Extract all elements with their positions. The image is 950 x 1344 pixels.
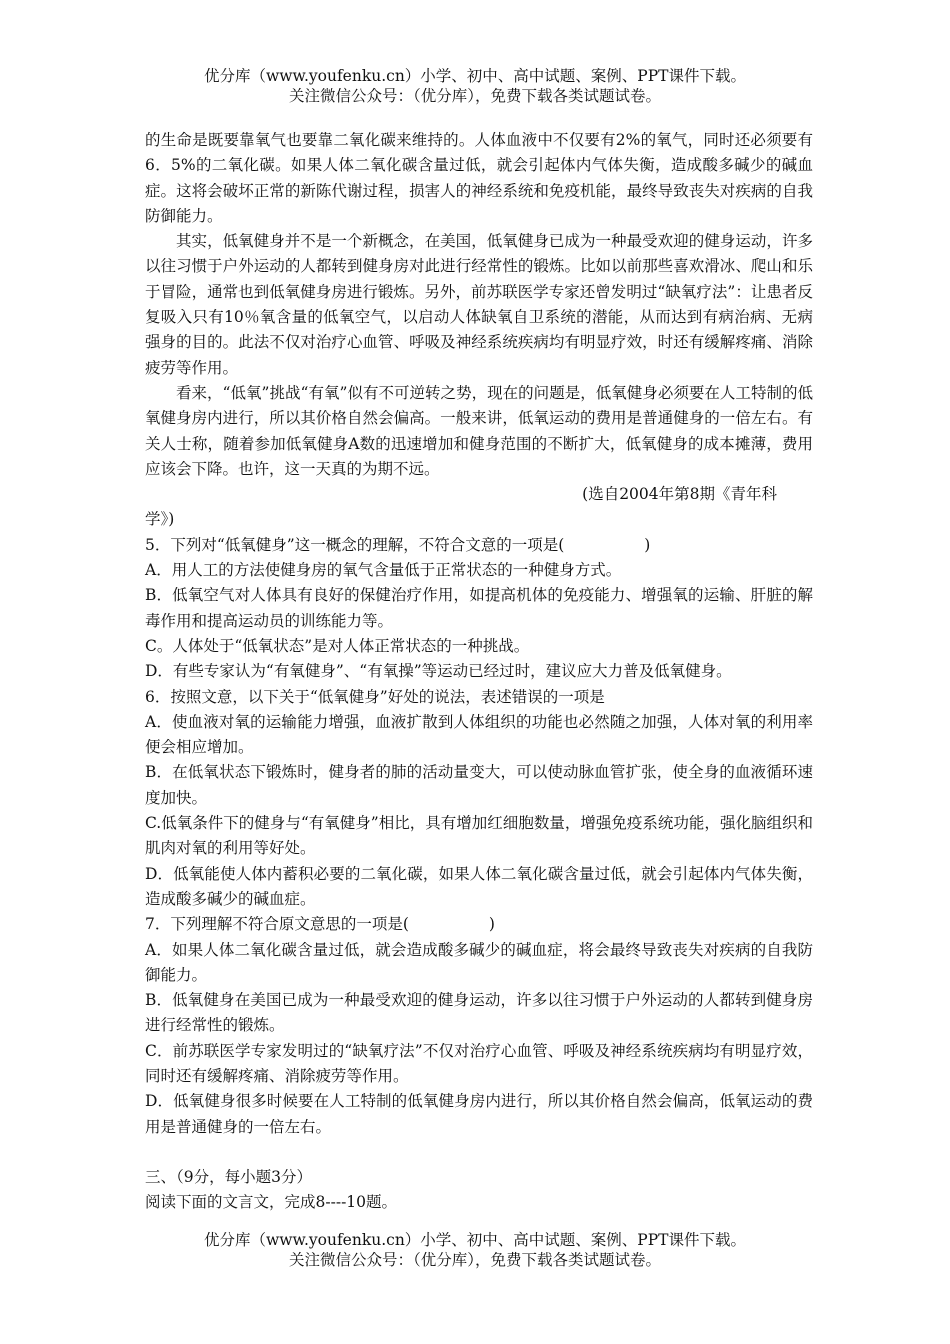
source-citation: (选自2004年第8期《青年科 [582,485,777,504]
question-5-option-b: B．低氧空气对人体具有良好的保健治疗作用，如提高机体的免疫能力、增强氧的运输、肝脏的解毒作用和提高运动员的训练能力等。 [145,586,813,630]
section-spacer [145,1140,813,1165]
section-3-title: 三、（9分，每小题3分） [145,1167,312,1186]
question-5-stem [145,533,813,558]
header-line-1: 优分库（www.youfenku.cn）小学、初中、高中试题、案例、PPT课件下载。 [203,67,747,85]
question-7-stem [145,912,813,937]
page-footer [0,1230,950,1270]
header-line-2: 关注微信公众号：（优分库），免费下载各类试题试卷。 [288,87,661,105]
question-7-option-a: A．如果人体二氧化碳含量过低，就会造成酸多碱少的碱血症，将会最终导致丧失对疾病的自我防御能力。 [145,940,813,984]
question-7-option-b: B．低氧健身在美国已成为一种最受欢迎的健身运动，许多以往习惯于户外运动的人都转到健身房进行经常性的锻炼。 [145,991,813,1035]
question-6-option-c: C.低氧条件下的健身与“有氧健身”相比，具有增加红细胞数量，增强免疫系统功能，强化脑组织和肌肉对氧的利用等好处。 [145,814,813,858]
question-5-stem-text: 5．下列对“低氧健身”这一概念的理解，不符合文意的一项是( [145,535,565,554]
passage-paragraph-2: 其实，低氧健身并不是一个新概念，在美国，低氧健身已成为一种最受欢迎的健身运动，许多以往习惯于户外运动的人都转到健身房对此进行经常性的锻炼。比如以前那些喜欢滑冰、爬山和乐于冒险，通常也到低氧健身房进行锻炼。另外，前苏联医学专家还曾发明过“缺氧疗法”：让患者反复吸入只有10％氧含量的低氧空气，以启动人体缺氧自卫系统的潜能，从而达到有病治病、无病强身的目的。此法不仅对治疗心血管、呼吸及神经系统疾病均有明显疗效，时还有缓解疼痛、消除疲劳等作用。 [145,232,813,377]
question-6-option-b: B．在低氧状态下锻炼时，健身者的肺的活动量变大，可以使动脉血管扩张，使全身的血液循环速度加快。 [145,763,813,807]
question-7-stem-end: ) [488,915,495,934]
passage-paragraph-3: 看来，“低氧”挑战“有氧”似有不可逆转之势，现在的问题是，低氧健身必须要在人工特制的低氧健身房内进行，所以其价格自然会偏高。一般来讲，低氧运动的费用是普通健身的一倍左右。有关人士称，随着参加低氧健身A数的迅速增加和健身范围的不断扩大，低氧健身的成本摊薄，费用应该会下降。也许，这一天真的为期不远。 [145,383,813,478]
question-6-stem: 6．按照文意，以下关于“低氧健身”好处的说法，表述错误的一项是 [145,687,605,706]
question-7-stem-text: 7．下列理解不符合原文意思的一项是( [145,915,409,934]
question-6-option-d: D．低氧能使人体内蓄积必要的二氧化碳，如果人体二氧化碳含量过低，就会引起体内气体失衡，造成酸多碱少的碱血症。 [145,864,813,908]
question-5-option-c: C。人体处于“低氧状态”是对人体正常状态的一种挑战。 [145,636,530,655]
document-body [145,128,813,1215]
source-citation-cont: 学》) [145,510,175,529]
passage-paragraph-1: 的生命是既要靠氧气也要靠二氧化碳来维持的。人体血液中不仅要有2%的氧气，同时还必须要有6．5%的二氧化碳。如果人体二氧化碳含量过低，就会引起体内气体失衡，造成酸多碱少的碱血症。这将会破坏正常的新陈代谢过程，损害人的神经系统和免疫机能，最终导致丧失对疾病的自我防御能力。 [145,131,813,225]
question-6-option-a: A．使血液对氧的运输能力增强，血液扩散到人体组织的功能也必然随之加强，人体对氧的利用率便会相应增加。 [145,712,813,757]
question-5-option-a: A．用人工的方法使健身房的氧气含量低于正常状态的一种健身方式。 [145,561,622,580]
question-7-option-c: C．前苏联医学专家发明过的“缺氧疗法”不仅对治疗心血管、呼吸及神经系统疾病均有明显疗效，同时还有缓解疼痛、消除疲劳等作用。 [145,1041,813,1085]
footer-line-2: 关注微信公众号：（优分库），免费下载各类试题试卷。 [288,1251,661,1269]
section-3-instruction: 阅读下面的文言文，完成8----10题。 [145,1193,398,1212]
question-5-option-d: D．有些专家认为“有氧健身”、“有氧操”等运动已经过时，建议应大力普及低氧健身。 [145,662,732,681]
question-5-stem-end: ) [644,535,651,554]
page-header [0,66,950,106]
question-7-option-d: D．低氧健身很多时候要在人工特制的低氧健身房内进行，所以其价格自然会偏高，低氧运动的费用是普通健身的一倍左右。 [145,1092,813,1136]
footer-line-1: 优分库（www.youfenku.cn）小学、初中、高中试题、案例、PPT课件下载。 [203,1231,747,1249]
